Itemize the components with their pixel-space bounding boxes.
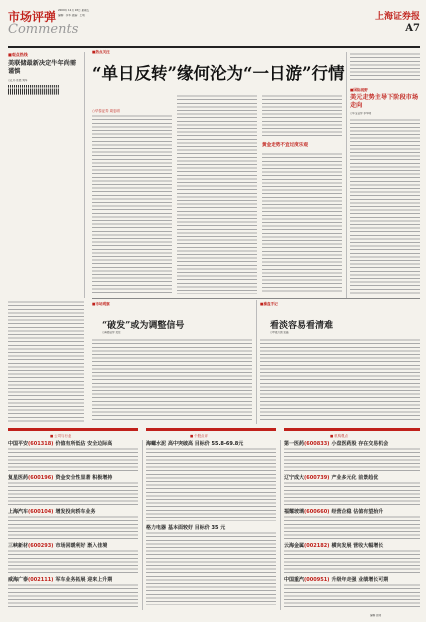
stock-headline: 增发投向轿车业务 (55, 509, 96, 515)
masthead (8, 6, 420, 48)
paper-name: 上海证券报 (374, 12, 420, 22)
feature-divider (256, 300, 257, 424)
stock-headline: 小盘医药股 存在交易机会 (331, 441, 389, 447)
section-bar-left (8, 428, 138, 431)
stock-body-text (284, 515, 420, 539)
right-column-divider (346, 52, 347, 298)
stock-item-title (8, 508, 95, 515)
editor-line: 编辑：李华 美编：王明 (58, 14, 85, 17)
stock-body-text (8, 481, 138, 505)
stock-item-title (8, 576, 112, 583)
stocks-left (8, 440, 138, 610)
mid-rule (92, 298, 420, 299)
feature-left-text (92, 338, 252, 422)
stocks-divider-2 (280, 440, 281, 610)
left-byline: ○江苏 连晨 刘军 (8, 79, 28, 82)
stock-body-text (8, 447, 138, 471)
stock-code: (600196) (28, 475, 54, 481)
right-headline: 美元走势主导下阶段市场走向 (350, 94, 419, 109)
stock-headline: 基本面较好 目标价 35 元 (168, 525, 226, 531)
section-label-right: ■ 机构观点 (330, 434, 348, 438)
feature-left-kicker: ■市场观察 (92, 302, 110, 306)
feature-left (92, 300, 252, 424)
section-english: Comments (8, 22, 79, 37)
feature-right (260, 300, 420, 424)
stock-code: (600739) (304, 475, 330, 481)
stock-name: 第一医药 (284, 441, 305, 447)
feature-left-byline: ○海通证券 吴佳 (102, 331, 121, 334)
stock-name: 三峡新材 (8, 543, 29, 549)
stocks-divider-1 (142, 440, 143, 610)
stocks-mid (146, 440, 276, 610)
stock-code: (601318) (28, 441, 54, 447)
date-line: 2009年 12月 18日 星期五 (58, 9, 90, 12)
stock-item-title (146, 524, 225, 531)
feature-right-byline: ○申银万国 张磊 (270, 331, 289, 334)
stock-name: 中国平安 (8, 441, 29, 447)
footer-editor: 编辑 张明 (370, 614, 382, 617)
stock-headline: 升级年走强 业绩增长可期 (331, 577, 389, 583)
page-number: A7 (405, 23, 420, 34)
stock-item-title (284, 508, 383, 515)
stock-item-title (284, 542, 383, 549)
stock-headline: 军车业务拓展 迎来上升期 (55, 577, 113, 583)
main-headline: “单日反转”缘何沦为“一日游”行情 (92, 64, 345, 83)
header-rule (8, 46, 420, 48)
left-kicker: ■观点热线 (8, 52, 28, 57)
stock-name: 辽宁成大 (284, 475, 305, 481)
main-text-col-1 (92, 114, 172, 294)
section-label-mid: ■ 个股点评 (190, 434, 208, 438)
stock-headline: 高中突破高 目标价 55.8-69.8元 (168, 441, 244, 447)
stock-name: 威海广泰 (8, 577, 29, 583)
feature-left-headline: “破发”或为调整信号 (102, 321, 185, 331)
stock-body-text (284, 447, 420, 471)
stock-item-title (146, 440, 243, 447)
stock-code: (600833) (304, 441, 330, 447)
main-byline: ○华泰证券 周忠明 (92, 109, 120, 113)
main-text-col-2 (177, 94, 257, 294)
main-subhead-2: 黄金走势不宜过度乐观 (262, 143, 308, 148)
stock-headline: 横向发展 营收大幅增长 (331, 543, 384, 549)
left-body-text: ▌▌▌▌▌▌▌▌▌▌▌▌▌▌▌▌▌▌▌▌▌▌▌▌▌▌ ▌▌▌▌▌▌▌▌▌▌▌▌▌▌▌▌▌▌▌▌▌▌▌▌▌▌ ▌▌▌▌▌▌▌▌▌▌▌▌▌▌▌▌▌▌▌▌▌▌▌▌▌▌ (8, 85, 60, 96)
stock-name: 格力电器 (146, 525, 167, 531)
left-column (8, 52, 80, 298)
right-byline: ○华宝证券 李华明 (350, 112, 372, 115)
stock-headline: 市场回暖利好 渐入佳境 (55, 543, 108, 549)
stock-headline: 经营企稳 估值有望抬升 (331, 509, 384, 515)
right-body-text (350, 118, 420, 296)
stock-headline: 资金安全性显著 积极增持 (55, 475, 113, 481)
right-column (350, 52, 420, 298)
stock-body-text (284, 583, 420, 607)
stock-item-title (284, 440, 388, 447)
stock-item-title (284, 576, 388, 583)
stock-body-text (284, 549, 420, 573)
left-headline: 美联储最新决定牛年尚需谨慎 (8, 60, 77, 75)
stock-item-title (8, 440, 112, 447)
stock-headline: 价值有所低估 安全边际高 (55, 441, 113, 447)
stock-code: (002182) (304, 543, 330, 549)
feature-right-text (260, 338, 420, 422)
stock-body-text (146, 531, 276, 605)
stock-name: 中国重汽 (284, 577, 305, 583)
stock-code: (600293) (28, 543, 54, 549)
section-label-left: ■ 公司与行业 (50, 434, 72, 438)
stock-headline: 产业多元化 前景趋优 (331, 475, 379, 481)
main-text-col-3 (262, 94, 342, 139)
stock-body-text (8, 515, 138, 539)
main-text-col-3b (262, 152, 342, 294)
stock-name: 上海汽车 (8, 509, 29, 515)
section-title: 市场评弹 (8, 10, 57, 24)
stock-name: 福耀玻璃 (284, 509, 305, 515)
stock-code: (002111) (28, 577, 54, 583)
stock-name: 云海金属 (284, 543, 305, 549)
right-top-text (350, 52, 420, 82)
stock-body-text (146, 447, 276, 521)
feature-right-kicker: ■操盘手记 (260, 302, 278, 306)
stocks-right (284, 440, 420, 610)
stock-item-title (8, 474, 112, 481)
main-story-body (92, 88, 342, 298)
left-column-divider (84, 52, 85, 298)
stock-name: 复星医药 (8, 475, 29, 481)
right-kicker: ■国际视野 (350, 88, 368, 92)
stock-code: (000951) (304, 577, 330, 583)
feature-right-headline: 看淡容易看清难 (270, 321, 334, 331)
stock-name: 海螺水泥 (146, 441, 167, 447)
stock-body-text (8, 549, 138, 573)
stock-item-title (8, 542, 107, 549)
section-bar-right (284, 428, 420, 431)
stock-code: (600660) (304, 509, 330, 515)
stock-body-text (284, 481, 420, 505)
left-lower-text (8, 300, 84, 424)
main-kicker: ■热点关注 (92, 50, 110, 54)
section-bar-mid (146, 428, 276, 431)
stock-body-text (8, 583, 138, 607)
stock-item-title (284, 474, 378, 481)
stock-code: (600104) (28, 509, 54, 515)
